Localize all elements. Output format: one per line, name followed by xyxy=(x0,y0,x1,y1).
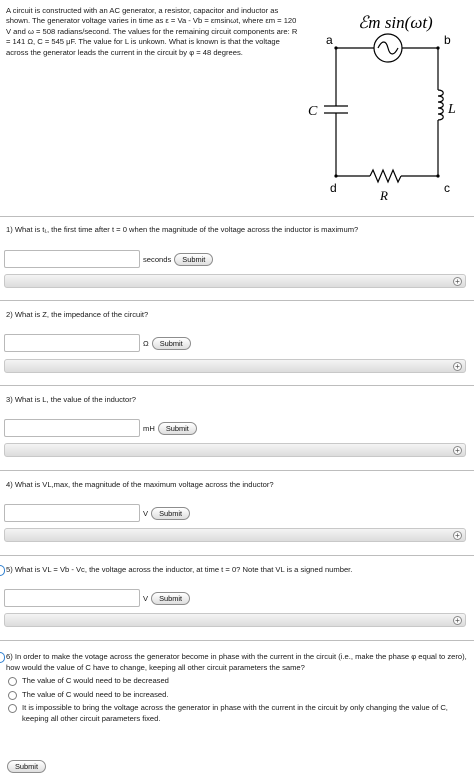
question-3-text: 3) What is L, the value of the inductor? xyxy=(6,395,137,404)
hint-bar-5[interactable] xyxy=(4,613,466,627)
inductor-label: L xyxy=(448,102,456,117)
plus-circle-icon[interactable]: + xyxy=(453,531,462,540)
radio-button-1[interactable] xyxy=(8,677,17,686)
question-2-text: 2) What is Z, the impedance of the circuit? xyxy=(6,310,149,319)
divider xyxy=(0,216,474,217)
question-5 xyxy=(6,565,468,576)
unit-label-3: mH xyxy=(143,423,155,433)
question-5-text: 5) What is VL = Vb - Vc, the voltage across the inductor, at time t = 0? Note that VL is a signed number. xyxy=(6,565,353,574)
node-d-label: d xyxy=(330,181,337,195)
plus-circle-icon[interactable]: + xyxy=(453,616,462,625)
answer-input-5[interactable] xyxy=(4,589,140,607)
submit-button-6[interactable]: Submit xyxy=(7,760,46,773)
active-question-marker xyxy=(0,565,5,576)
answer-input-4[interactable] xyxy=(4,504,140,522)
question-1 xyxy=(6,225,468,236)
divider xyxy=(0,300,474,301)
unit-label-4: V xyxy=(143,508,149,518)
divider xyxy=(0,640,474,641)
node-c-label: c xyxy=(444,181,450,195)
question-2 xyxy=(6,310,468,321)
answer-row-4 xyxy=(4,503,190,523)
plus-circle-icon[interactable]: + xyxy=(453,362,462,371)
hint-bar-4[interactable] xyxy=(4,528,466,542)
question-1-text: 1) What is t₁, the first time after t = 0 when the magnitude of the voltage across the inductor is maximum? xyxy=(6,225,359,234)
option-3[interactable] xyxy=(6,703,468,724)
hint-bar-1[interactable] xyxy=(4,274,466,288)
circuit-diagram xyxy=(298,2,474,208)
answer-input-2[interactable] xyxy=(4,334,140,352)
radio-button-2[interactable] xyxy=(8,691,17,700)
option-1[interactable] xyxy=(6,676,468,687)
submit-button-4[interactable]: Submit xyxy=(151,507,190,520)
question-6 xyxy=(6,652,468,724)
option-1-label: The value of C would need to be decreased xyxy=(22,676,169,685)
hint-bar-2[interactable] xyxy=(4,359,466,373)
plus-circle-icon[interactable]: + xyxy=(453,277,462,286)
unit-label-2: Ω xyxy=(143,338,149,348)
answer-row-1 xyxy=(4,249,213,269)
answer-row-2 xyxy=(4,333,191,353)
answer-row-5 xyxy=(4,588,190,608)
question-6-text: 6) In order to make the votage across the generator become in phase with the current in the circuit (i.e., make the phase φ equal to zero), how would the value of C have to change, keeping all other circuit parameters the same? xyxy=(6,652,467,672)
node-a-label: a xyxy=(326,33,333,47)
question-3 xyxy=(6,395,468,406)
submit-button-2[interactable]: Submit xyxy=(152,337,191,350)
question-4-text: 4) What is VL,max, the magnitude of the maximum voltage across the inductor? xyxy=(6,480,274,489)
radio-button-3[interactable] xyxy=(8,704,17,713)
divider xyxy=(0,555,474,556)
option-2-label: The value of C would need to be increased. xyxy=(22,689,169,699)
node-b-label: b xyxy=(444,33,451,47)
answer-input-1[interactable] xyxy=(4,250,140,268)
capacitor-label: C xyxy=(308,104,318,119)
answer-row-6 xyxy=(4,756,46,776)
unit-label-5: V xyxy=(143,593,149,603)
unit-label-1: seconds xyxy=(143,254,172,264)
submit-button-1[interactable]: Submit xyxy=(174,253,213,266)
resistor-label: R xyxy=(380,188,388,203)
answer-input-3[interactable] xyxy=(4,419,140,437)
divider xyxy=(0,470,474,471)
hint-bar-3[interactable] xyxy=(4,443,466,457)
active-question-marker xyxy=(0,652,5,663)
plus-circle-icon[interactable]: + xyxy=(453,446,462,455)
answer-row-3 xyxy=(4,418,197,438)
option-3-label: It is impossible to bring the voltage across the generator in phase with the current in the circuit by only changing the value of C, keeping all other circuit parameters fixed. xyxy=(22,703,448,723)
divider xyxy=(0,385,474,386)
option-2[interactable] xyxy=(6,690,468,701)
submit-button-3[interactable]: Submit xyxy=(158,422,197,435)
submit-button-5[interactable]: Submit xyxy=(151,592,190,605)
question-4 xyxy=(6,480,468,491)
emf-label: ℰm sin(ωt) xyxy=(358,13,433,32)
problem-intro: A circuit is constructed with an AC generator, a resistor, capacitor and inductor as shown. The generator voltage varies in time as ε = Va - Vb = εmsinωt, where εm = 120 V and ω = 508 radians/second. The values for the remaining circuit components are: R = 141 Ω, C = 545 μF. The value for L is unkown. What is known is that the voltage across the generator leads the current in the circuit by φ = 48 degrees. xyxy=(6,6,298,57)
